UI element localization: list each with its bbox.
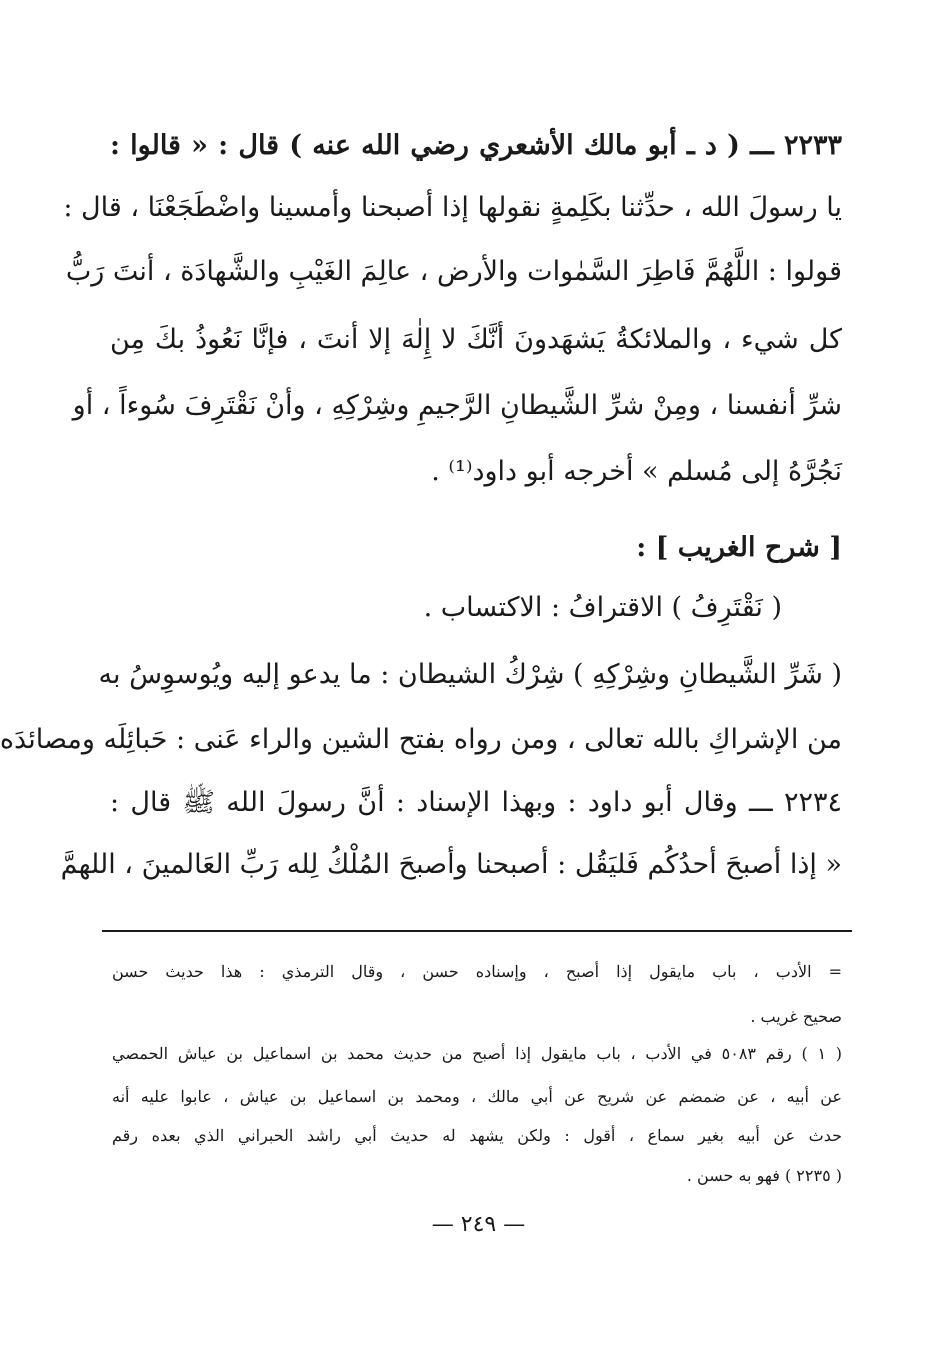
hadith-2234-line-1: ٢٢٣٤ ـــ وقال أبو داود : وبهذا الإسناد : أنَّ رسولَ الله ﷺ قال : xyxy=(110,787,842,818)
footnote-separator xyxy=(102,930,852,932)
footnote-line-3: ( ١ ) رقم ٥٠٨٣ في الأدب ، باب مايقول إذا أصبح من حديث محمد بن اسماعيل بن عياش الحمصي xyxy=(112,1044,843,1063)
hadith-2233-line-6: نَجُرَّهُ إلى مُسلم » أخرجه أبو داود⁽¹⁾ . xyxy=(431,456,842,487)
footnote-line-6: ( ٢٢٣٥ ) فهو به حسن . xyxy=(686,1166,842,1185)
glossary-line-3: من الإشراكِ بالله تعالى ، ومن رواه بفتح الشين والراء عَنى : حَبائِلَه ومصائدَه xyxy=(0,724,842,755)
footnote-line-2: صحيح غريب . xyxy=(750,1007,842,1026)
hadith-2234-line-2: « إذا أصبحَ أحدُكُم فَليَقُل : أصبحنا وأصبحَ المُلْكُ لِله رَبِّ العَالمينَ ، اللهمَّ xyxy=(60,849,842,880)
hadith-2233-line-5: شرِّ أنفسنا ، ومِنْ شرِّ الشَّيطانِ الرَّجيمِ وشِرْكِهِ ، وأنْ نَقْتَرِفَ سُوءاً ، أو xyxy=(72,390,842,421)
hadith-2233-line-1: ٢٢٣٣ ـــ ( د ـ أبو مالك الأشعري رضي الله عنه ) قال : « قالوا : xyxy=(110,130,842,161)
hadith-2233-line-4: كل شيء ، والملائكةُ يَشهَدونَ أنَّكَ لا إِلٰهَ إلا أنتَ ، فإنَّا نَعُوذُ بكَ مِن xyxy=(110,324,842,355)
footnote-line-4: عن أبيه ، عن ضمضم عن شريح عن أبي مالك ، ومحمد بن اسماعيل بن عياش ، عابوا عليه أنه xyxy=(112,1087,842,1106)
hadith-2233-line-2: يا رسولَ الله ، حدِّثنا بكَلِمةٍ نقولها إذا أصبحنا وأمسينا واضْطَجَعْنَا ، قال : xyxy=(63,192,842,223)
footnote-line-1: = الأدب ، باب مايقول إذا أصبح ، وإسناده حسن ، وقال الترمذي : هذا حديث حسن xyxy=(112,962,842,981)
hadith-2233-line-3: قولوا : اللَّهُمَّ فَاطِرَ السَّمٰوات والأرض ، عالِمَ الغَيْبِ والشَّهادَة ، أنتَ رَبُّ xyxy=(65,256,842,287)
glossary-heading: [ شرح الغريب ] : xyxy=(636,532,842,563)
page-number: — ٢٤٩ — xyxy=(431,1212,526,1237)
glossary-line-2: ( شَرِّ الشَّيطانِ وشِرْكِهِ ) شِرْكُ الشيطان : ما يدعو إليه ويُوسوِسُ به xyxy=(98,659,842,690)
footnote-line-5: حدث عن أبيه بغير سماع ، أقول : ولكن يشهد له حديث أبي راشد الحبراني الذي بعده رقم xyxy=(112,1126,842,1145)
glossary-line-1: ( نَقْتَرِفُ ) الاقترافُ : الاكتساب . xyxy=(423,592,782,623)
